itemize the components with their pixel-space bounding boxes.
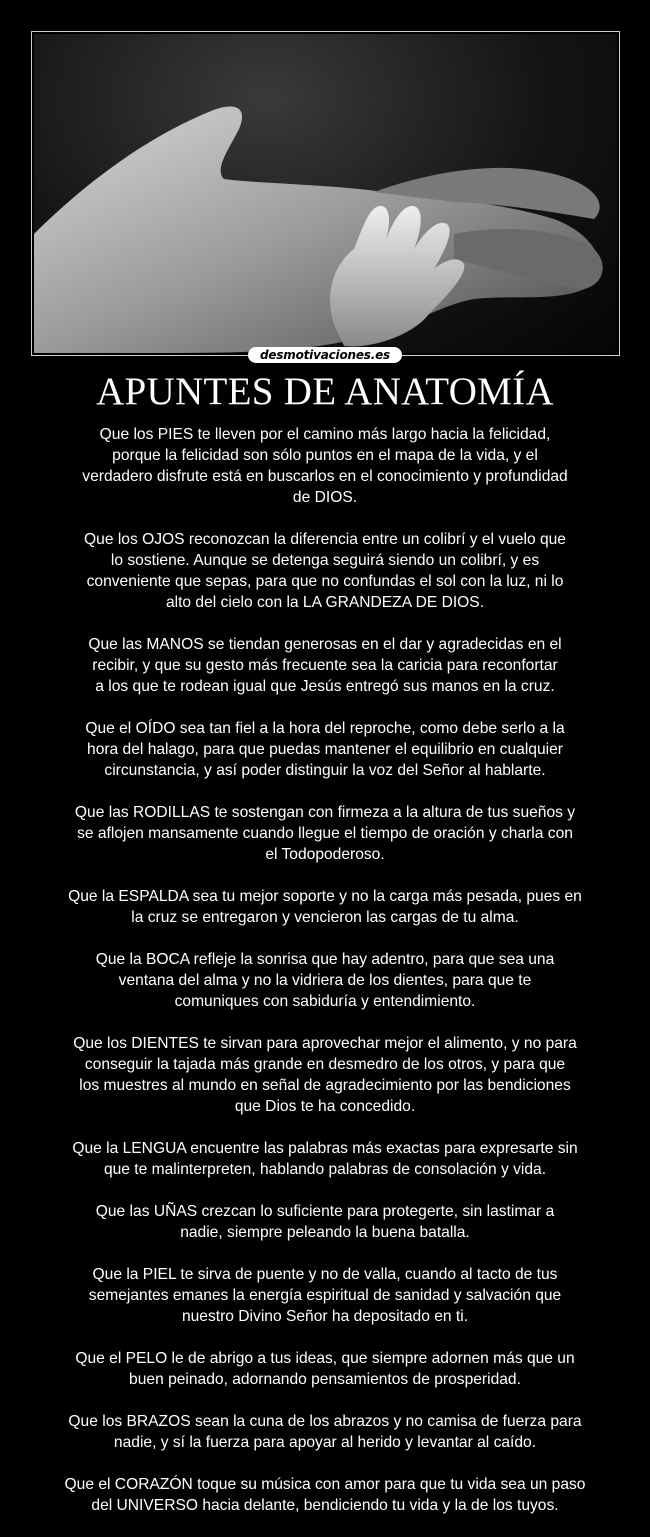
paragraph-pelo: Que el PELO le de abrigo a tus ideas, que siempre adornen más que un buen peinado, adornando pensamientos de prosperidad. (75, 1350, 575, 1388)
paragraph-oido: Que el OÍDO sea tan fiel a la hora del reproche, como debe serlo a la hora del halago, para que puedas mantener el equilibrio en cualquier circunstancia, y así poder distinguir la voz del Señor al hablarte. (85, 720, 565, 779)
paragraph-manos: Que las MANOS se tiendan generosas en el dar y agradecidas en el recibir, y que su gesto más frecuente sea la caricia para reconfortar a los que te rodean igual que Jesús entregó sus manos en la cruz. (88, 636, 562, 695)
paragraph-piel: Que la PIEL te sirva de puente y no de valla, cuando al tacto de tus semejantes emanes la energía espiritual de sanidad y salvación que nuestro Divino Señor ha depositado en ti. (88, 1266, 562, 1325)
paragraph-rodillas: Que las RODILLAS te sostengan con firmeza a la altura de tus sueños y se aflojen mansamente cuando llegue el tiempo de oración y charla con el Todopoderoso. (74, 804, 576, 863)
paragraph-boca: Que la BOCA refleje la sonrisa que hay adentro, para que sea una ventana del alma y no la vidriera de los dientes, para que te comuniques con sabiduría y entendimiento. (95, 951, 555, 1010)
hands-illustration (34, 34, 617, 353)
paragraph-ojos: Que los OJOS reconozcan la diferencia entre un colibrí y el vuelo que lo sostiene. Aunque se detenga seguirá siendo un colibrí, y es conveniente que sepas, para que no confundas el sol con la luz, ni lo alto del cielo con la LA GRANDEZA DE DIOS. (84, 531, 566, 611)
poster-title: APUNTES DE ANATOMÍA (96, 370, 554, 413)
paragraph-pies: Que los PIES te lleven por el camino más largo hacia la felicidad, porque la felicidad son sólo puntos en el mapa de la vida, y el verdadero disfrute está en buscarlos en el conocimiento y profundidad de DIOS. (82, 426, 568, 506)
paragraph-espalda: Que la ESPALDA sea tu mejor soporte y no la carga más pesada, pues en la cruz se entregaron y vencieron las cargas de tu alma. (68, 888, 582, 926)
paragraph-dientes: Que los DIENTES te sirvan para aprovechar mejor el alimento, y no para conseguir la tajada más grande en desmedro de los otros, y para que los muestres al mundo en señal de agradecimiento por las bendiciones que Dios te ha concedido. (73, 1035, 577, 1115)
paragraph-unas: Que las UÑAS crezcan lo suficiente para protegerte, sin lastimar a nadie, siempre peleando la buena batalla. (95, 1203, 555, 1241)
paragraph-brazos: Que los BRAZOS sean la cuna de los abrazos y no camisa de fuerza para nadie, y sí la fuerza para apoyar al herido y levantar al caído. (68, 1413, 582, 1451)
poster-body (30, 424, 620, 1537)
hands-photo (34, 34, 617, 353)
desmotivaciones-logo[interactable]: desmotivaciones.es (248, 347, 402, 363)
paragraph-corazon: Que el CORAZÓN toque su música con amor para que tu vida sea un paso del UNIVERSO hacia delante, bendiciendo tu vida y la de los tuyos. (64, 1476, 586, 1514)
paragraph-lengua: Que la LENGUA encuentre las palabras más exactas para expresarte sin que te malinterpreten, hablando palabras de consolación y vida. (72, 1140, 578, 1178)
photo-frame (31, 31, 620, 356)
